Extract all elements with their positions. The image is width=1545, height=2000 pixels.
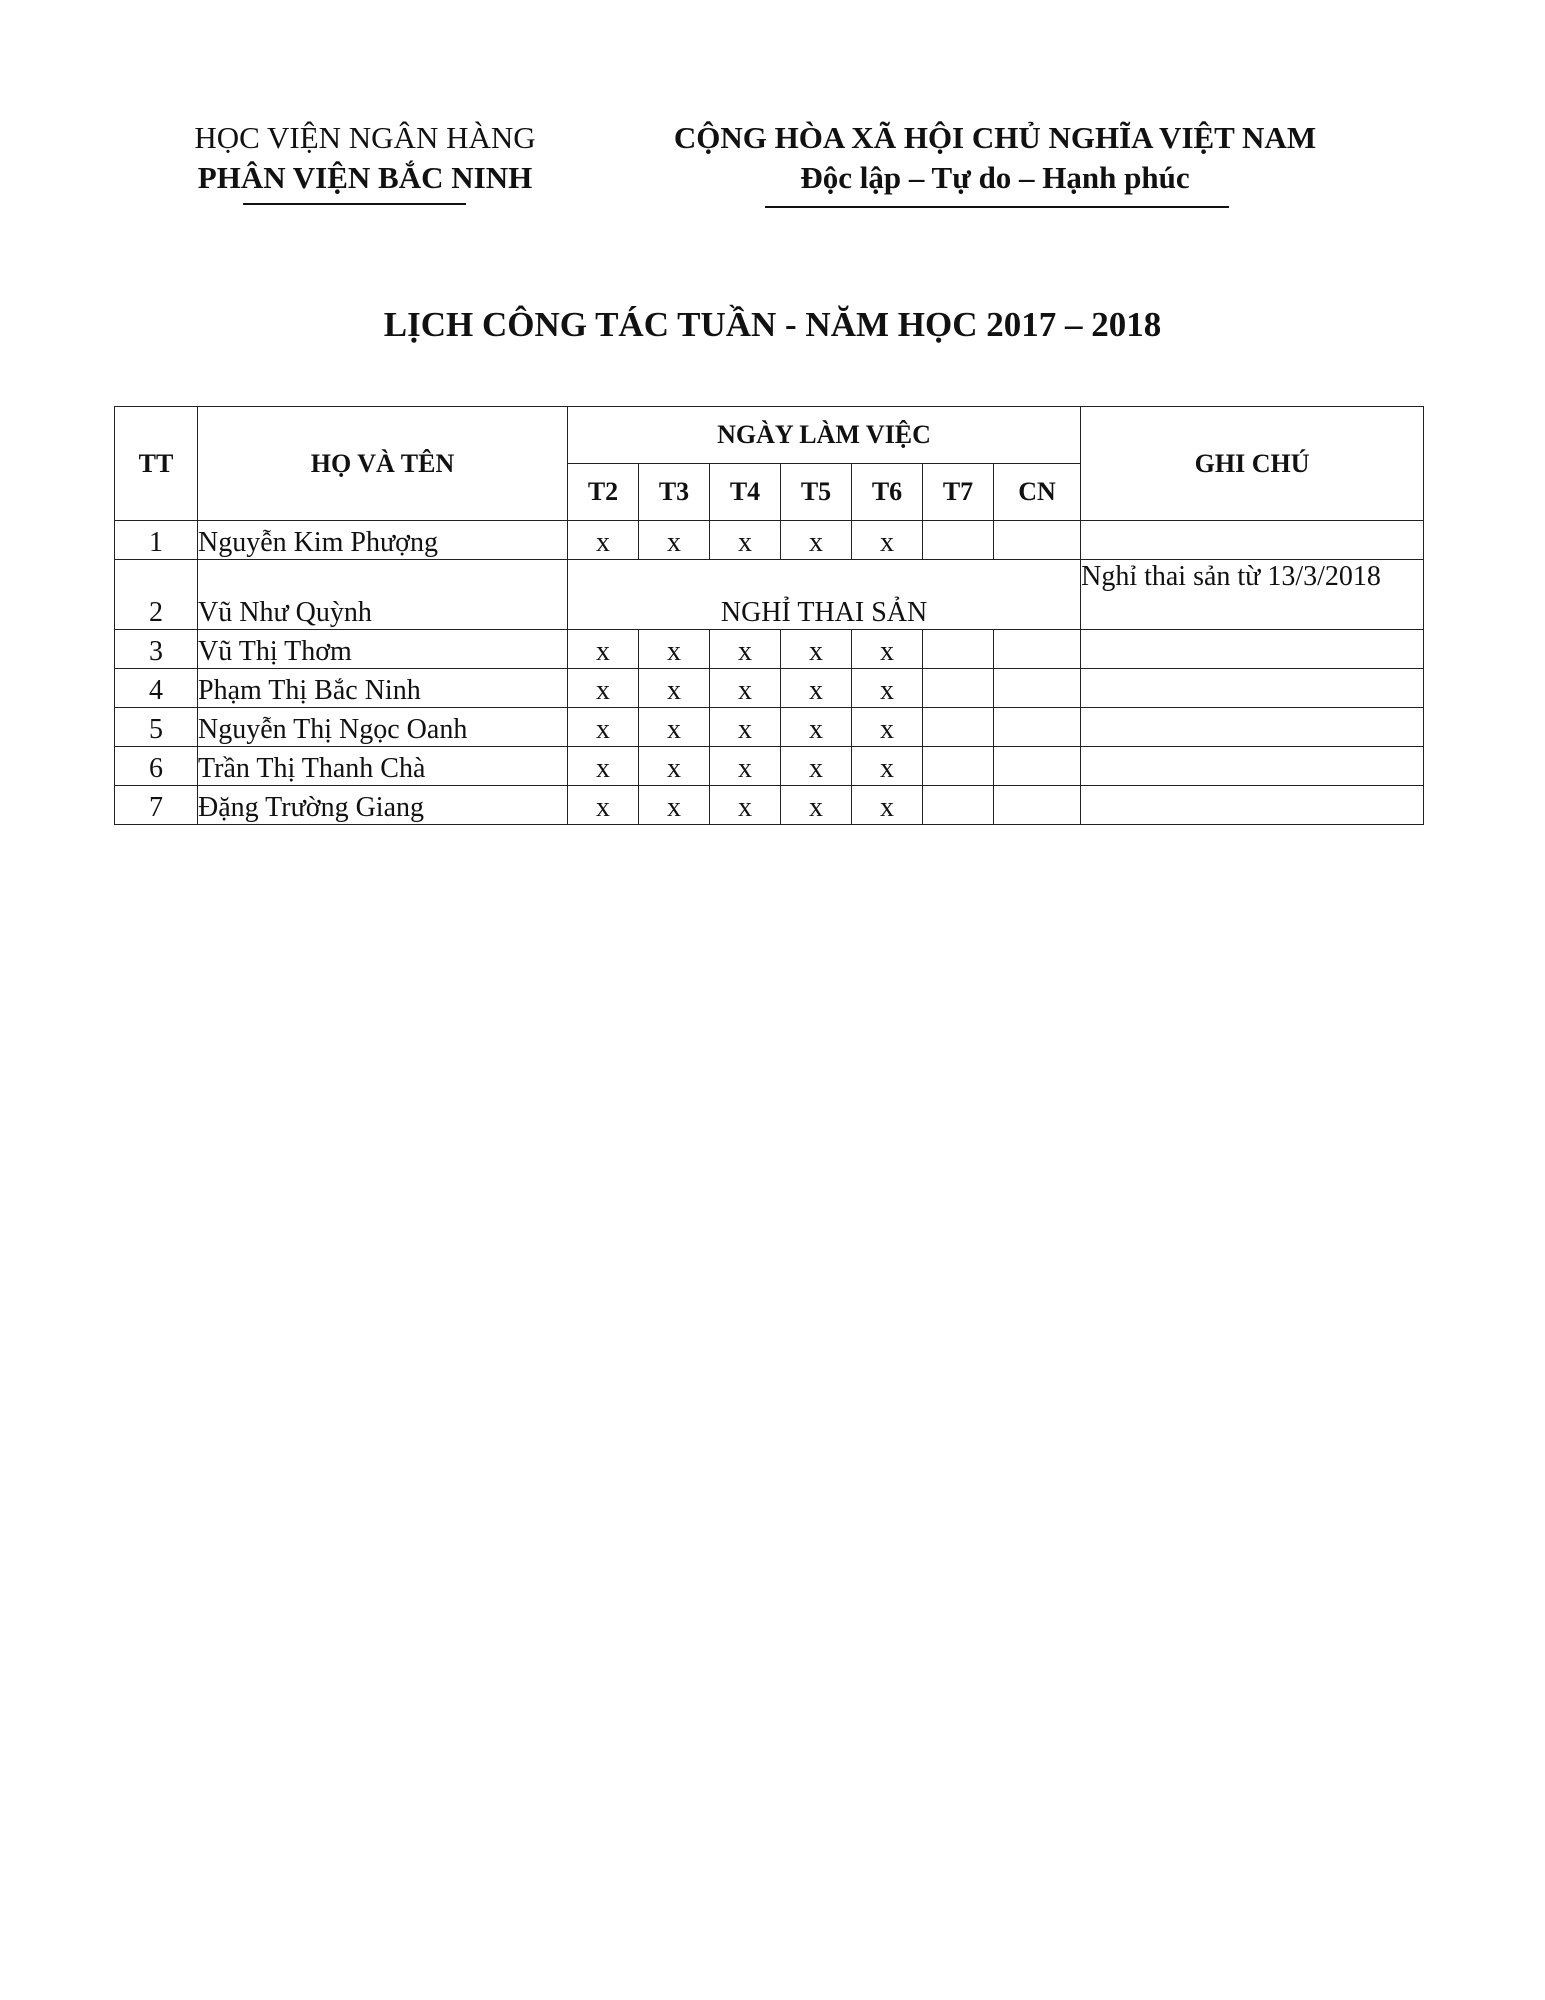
day-mark: x — [781, 669, 852, 708]
row-number: 6 — [115, 747, 198, 786]
day-header-t2: T2 — [568, 464, 639, 521]
day-mark — [994, 669, 1081, 708]
day-mark — [994, 708, 1081, 747]
day-mark: x — [781, 521, 852, 560]
branch-name: PHÂN VIỆN BẮC NINH — [197, 160, 533, 195]
day-header-t5: T5 — [781, 464, 852, 521]
day-mark: x — [568, 786, 639, 825]
day-mark: x — [781, 786, 852, 825]
column-header-tt: TT — [115, 407, 198, 521]
day-mark — [923, 669, 994, 708]
row-number: 7 — [115, 786, 198, 825]
day-mark: x — [639, 786, 710, 825]
day-mark: x — [852, 747, 923, 786]
day-header-t7: T7 — [923, 464, 994, 521]
day-mark — [994, 747, 1081, 786]
day-mark: x — [568, 521, 639, 560]
table-row — [115, 669, 1424, 708]
note-cell — [1081, 669, 1424, 708]
row-number: 5 — [115, 708, 198, 747]
day-mark: x — [781, 708, 852, 747]
staff-name: Trần Thị Thanh Chà — [198, 747, 568, 786]
day-mark: x — [568, 708, 639, 747]
table-row — [115, 747, 1424, 786]
day-mark — [994, 786, 1081, 825]
row-number: 1 — [115, 521, 198, 560]
row-number: 4 — [115, 669, 198, 708]
day-mark: x — [639, 747, 710, 786]
table-row — [115, 708, 1424, 747]
motto-underline — [765, 206, 1229, 208]
day-mark: x — [852, 708, 923, 747]
day-header-t6: T6 — [852, 464, 923, 521]
row-number: 3 — [115, 630, 198, 669]
day-mark: x — [639, 669, 710, 708]
national-title: CỘNG HÒA XÃ HỘI CHỦ NGHĨA VIỆT NAM — [673, 120, 1317, 155]
note-cell — [1081, 630, 1424, 669]
day-header-t3: T3 — [639, 464, 710, 521]
staff-name: Đặng Trường Giang — [198, 786, 568, 825]
note-cell — [1081, 747, 1424, 786]
day-header-cn: CN — [994, 464, 1081, 521]
staff-name: Vũ Thị Thơm — [198, 630, 568, 669]
day-mark: x — [781, 747, 852, 786]
note-cell — [1081, 708, 1424, 747]
day-mark — [994, 630, 1081, 669]
day-mark — [923, 630, 994, 669]
day-mark: x — [639, 708, 710, 747]
national-header — [640, 118, 1350, 198]
day-mark: x — [639, 521, 710, 560]
table-row — [115, 786, 1424, 825]
staff-name: Nguyễn Thị Ngọc Oanh — [198, 708, 568, 747]
day-mark: x — [639, 630, 710, 669]
document-title: LỊCH CÔNG TÁC TUẦN - NĂM HỌC 2017 – 2018 — [383, 305, 1162, 344]
note-cell — [1081, 786, 1424, 825]
day-mark: x — [710, 747, 781, 786]
staff-name: Phạm Thị Bắc Ninh — [198, 669, 568, 708]
day-header-t4: T4 — [710, 464, 781, 521]
column-header-workdays: NGÀY LÀM VIỆC — [568, 407, 1081, 464]
day-mark — [923, 708, 994, 747]
day-mark: x — [781, 630, 852, 669]
day-mark: x — [568, 747, 639, 786]
day-mark: x — [852, 669, 923, 708]
day-mark: x — [568, 669, 639, 708]
branch-underline — [243, 203, 466, 205]
day-mark — [994, 521, 1081, 560]
table-row — [115, 521, 1424, 560]
note-cell — [1081, 521, 1424, 560]
day-mark: x — [568, 630, 639, 669]
staff-name: Nguyễn Kim Phượng — [198, 521, 568, 560]
day-mark — [923, 521, 994, 560]
day-mark: x — [710, 630, 781, 669]
day-mark: x — [710, 669, 781, 708]
leave-status: NGHỈ THAI SẢN — [568, 560, 1081, 630]
day-mark — [923, 747, 994, 786]
day-mark: x — [710, 521, 781, 560]
day-mark — [923, 786, 994, 825]
day-mark: x — [852, 521, 923, 560]
column-header-note: GHI CHÚ — [1081, 407, 1424, 521]
day-mark: x — [852, 786, 923, 825]
note-cell: Nghỉ thai sản từ 13/3/2018 — [1081, 560, 1424, 630]
staff-name: Vũ Như Quỳnh — [198, 560, 568, 630]
table-row — [115, 630, 1424, 669]
organization-header — [165, 118, 565, 198]
row-number: 2 — [115, 560, 198, 630]
national-motto: Độc lập – Tự do – Hạnh phúc — [800, 160, 1190, 195]
weekly-schedule-table — [114, 406, 1424, 825]
day-mark: x — [710, 786, 781, 825]
column-header-name: HỌ VÀ TÊN — [198, 407, 568, 521]
organization-name: HỌC VIỆN NGÂN HÀNG — [194, 120, 536, 155]
day-mark: x — [852, 630, 923, 669]
day-mark: x — [710, 708, 781, 747]
table-row — [115, 560, 1424, 630]
